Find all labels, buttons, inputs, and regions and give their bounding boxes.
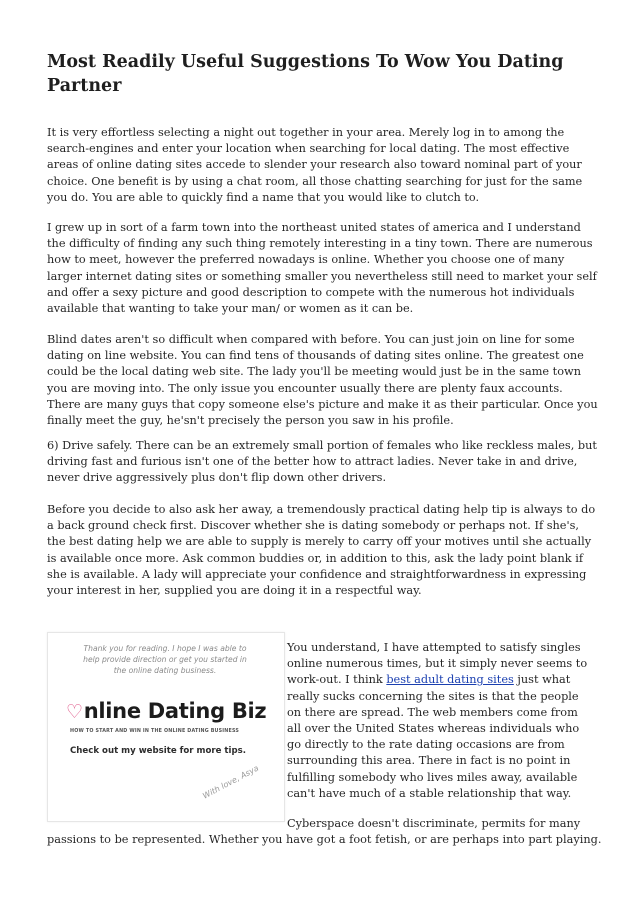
paragraph-1: It is very effortless selecting a night out together in your area. Merely log in to among the search-engines and enter your location when searching for local dating. The most effective areas of online dating sites accede to slender your research also toward nominal part of your choice. One benefit is by using a chat room, all those chatting searching for just for the same you do. You are able to quickly find a name that you would like to clutch to. bbox=[47, 126, 583, 204]
image-signature: With love, Asya bbox=[201, 763, 261, 801]
best-adult-dating-sites-link[interactable]: best adult dating sites bbox=[386, 673, 514, 687]
side-paragraph bbox=[287, 640, 592, 802]
side-text-after-link: just what really sucks concerning the sites is that the people on there are spread. The web members come from all over the United States whereas individuals who go directly to the rate dating occasions are from surrounding this area. There in fact is no point in fulfilling somebody who lives miles away, available can't have much of a stable relationship that way. bbox=[287, 673, 580, 800]
paragraph-3: Blind dates aren't so difficult when compared with before. You can just join on line for some dating on line website. You can find tens of thousands of dating sites online. The greatest one could be the local dating web site. The lady you'll be meeting would just be in the same town you are moving into. The only issue you encounter usually there are plenty faux accounts. There are many guys that copy someone else's picture and make it as their particular. Once you finally meet the guy, he'sn't precisely the person you saw in his profile. bbox=[47, 333, 598, 428]
side-text-before-link: You understand, I have attempted to satisfy singles online numerous times, but it simply never seems to work-out. I think bbox=[287, 641, 588, 687]
image-logo bbox=[66, 699, 276, 723]
last-paragraph-line-1: Cyberspace doesn't discriminate, permits for many bbox=[287, 817, 581, 830]
promo-image bbox=[47, 632, 285, 822]
image-thanks-text: Thank you for reading. I hope I was able to help provide direction or get you started in the online dating business. bbox=[83, 644, 247, 675]
heart-logo-icon: ♡ bbox=[66, 701, 83, 723]
paragraph-5: Before you decide to also ask her away, a tremendously practical dating help tip is always to do a back ground check first. Discover whether she is dating somebody or perhaps not. If she's, the best dating help we are able to supply is merely to carry off your motives until she actually is available once more. Ask common buddies or, in addition to this, ask the lady point blank if she is available. A lady will appreciate your confidence and straightforwardness in expressing your interest in her, supplied you are doing it in a respectful way. bbox=[47, 503, 596, 598]
image-logo-text: nline Dating Biz bbox=[83, 699, 267, 723]
paragraph-2: I grew up in sort of a farm town into the northeast united states of america and I understand the difficulty of finding any such thing remotely interesting in a tiny town. There are numerous how to meet, however the preferred nowadays is online. Whether you choose one of many larger internet dating sites or something smaller you nevertheless still need to market your self and offer a sexy picture and good description to compete with the numerous hot individuals available that wanting to take your man/ or women as it can be. bbox=[47, 221, 597, 316]
paragraph-4: 6) Drive safely. There can be an extremely small portion of females who like reckless males, but driving fast and furious isn't one of the better how to attract ladies. Never take in and drive, never drive aggressively plus don't flip down other drivers. bbox=[47, 439, 597, 485]
image-tagline: HOW TO START AND WIN IN THE ONLINE DATING BUSINESS bbox=[70, 729, 240, 734]
last-paragraph-line-2: passions to be represented. Whether you have got a foot fetish, or are perhaps into part playing. bbox=[47, 833, 602, 846]
image-cta-text: Check out my website for more tips. bbox=[70, 746, 247, 756]
page-title: Most Readily Useful Suggestions To Wow You Dating Partner bbox=[47, 52, 564, 96]
